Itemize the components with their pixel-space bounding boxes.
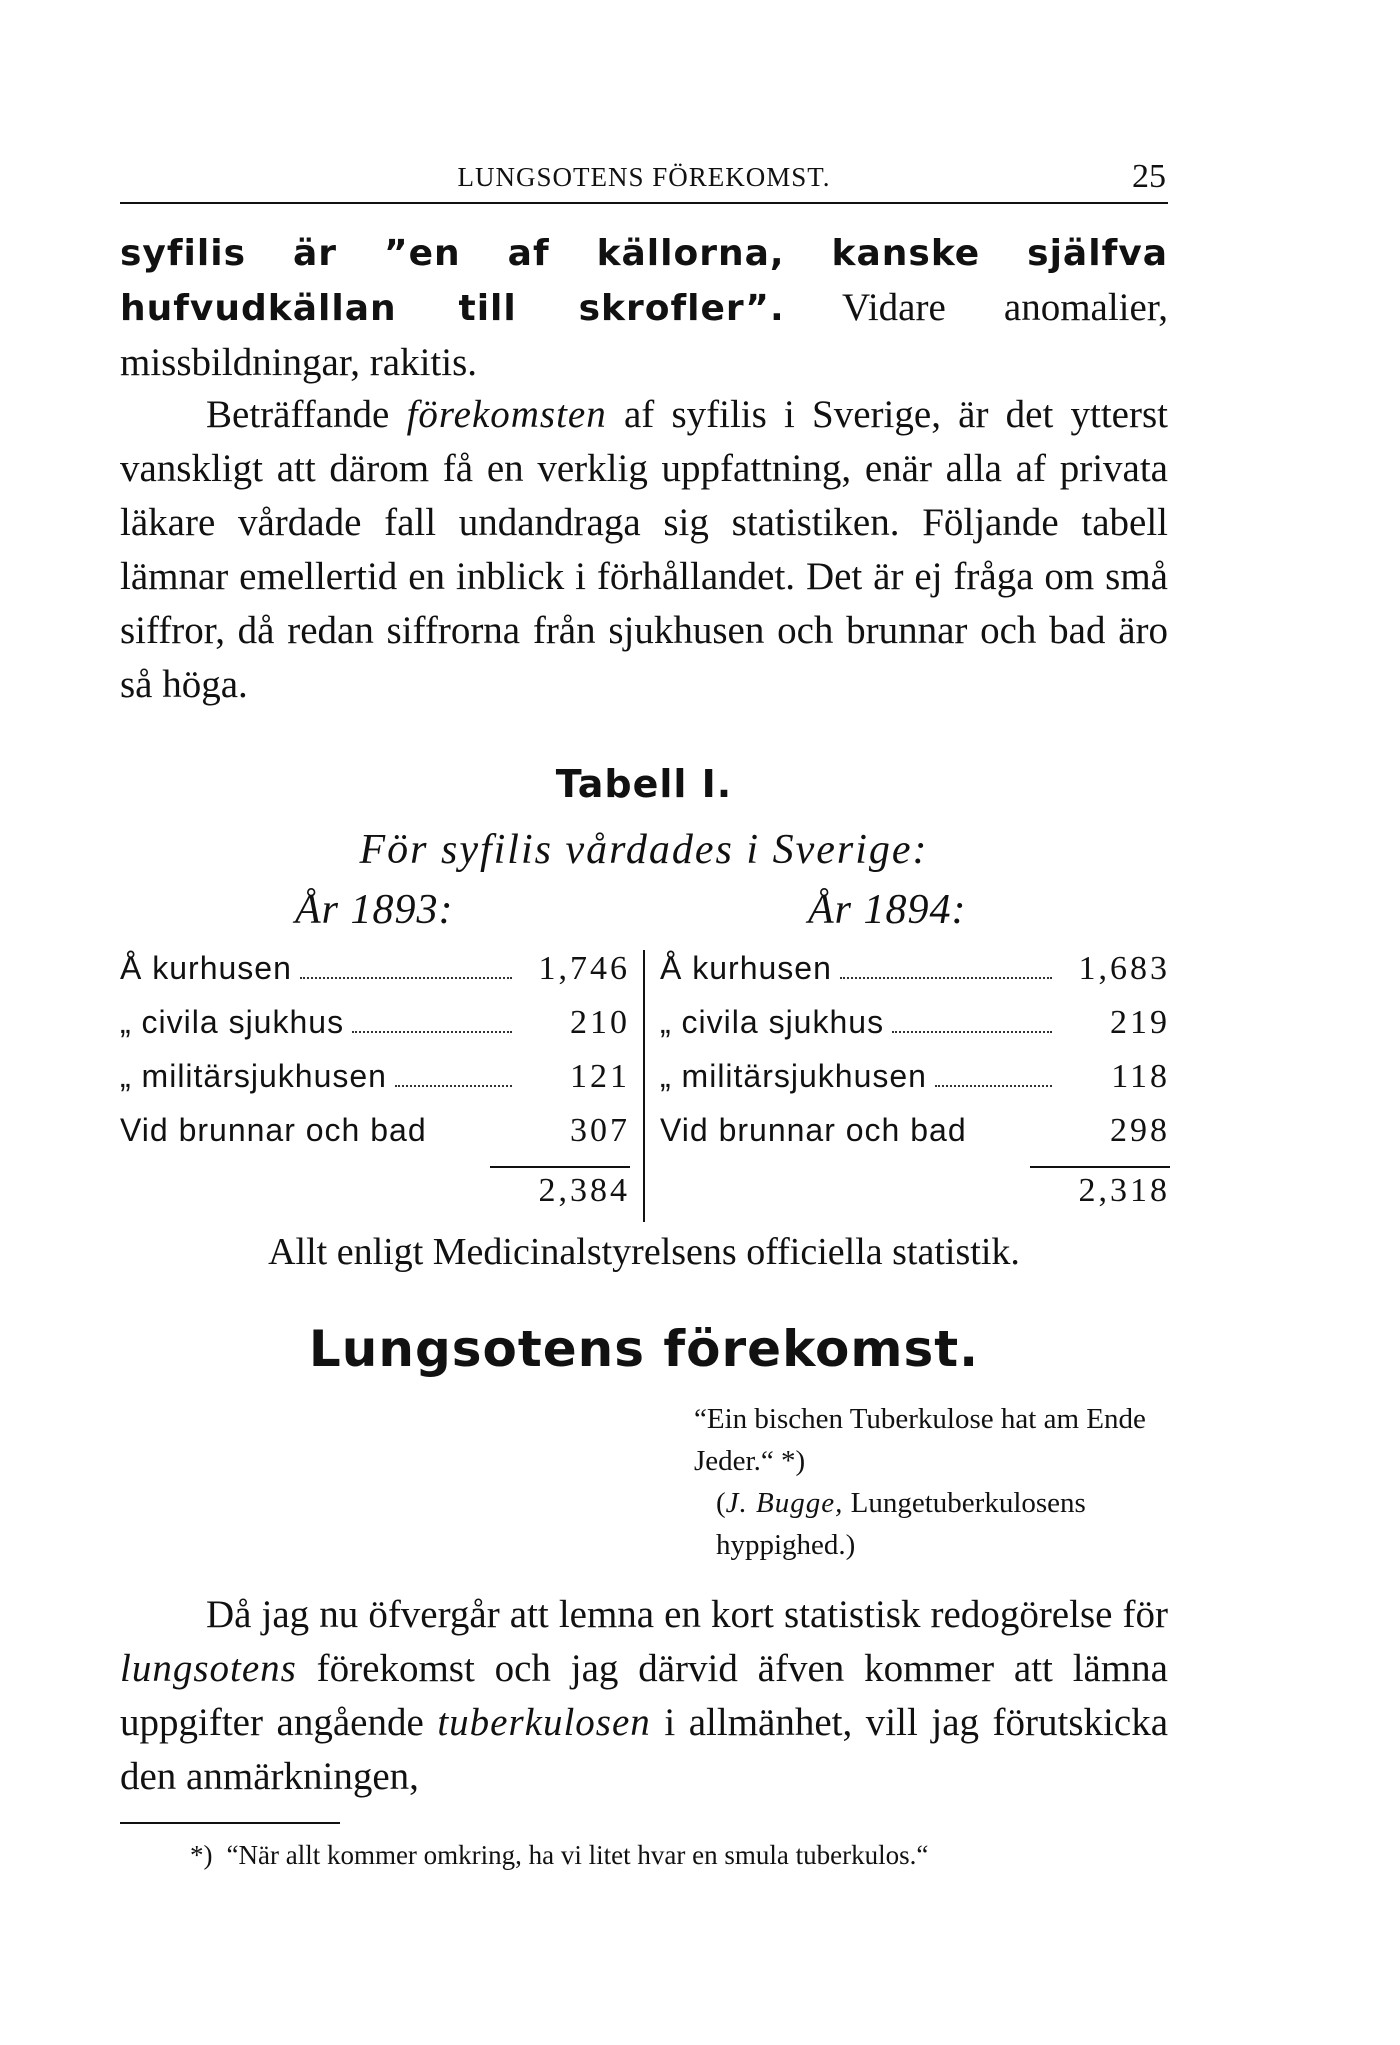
paragraph-1 bbox=[120, 226, 1168, 390]
row-label: „ civila sjukhus bbox=[120, 1004, 345, 1040]
epigraph-quote: “Ein bischen Tuberkulose hat am Ende Jeder.“ *) bbox=[694, 1403, 1146, 1477]
epigraph-source bbox=[694, 1482, 1164, 1566]
total-row bbox=[660, 1166, 1170, 1220]
total-value: 2,384 bbox=[538, 1172, 630, 1209]
table-row bbox=[660, 1112, 1170, 1166]
row-label: „ civila sjukhus bbox=[660, 1004, 885, 1040]
table-row bbox=[660, 950, 1170, 1004]
row-value: 219 bbox=[1110, 1004, 1170, 1041]
table-row bbox=[120, 950, 630, 1004]
running-head-title: LUNGSOTENS FÖREKOMST. bbox=[457, 162, 831, 192]
sum-rule bbox=[490, 1166, 630, 1168]
header-rule bbox=[120, 202, 1168, 204]
row-value: 298 bbox=[1110, 1112, 1170, 1149]
paragraph-3-tail: i allmänhet, vill jag förutskicka den anmärkningen, bbox=[120, 1701, 1169, 1798]
column-divider bbox=[643, 950, 645, 1222]
epigraph-paren: ( bbox=[716, 1487, 726, 1519]
dot-leader bbox=[840, 977, 1052, 979]
section-heading: Lungsotens förekomst. bbox=[308, 1320, 980, 1378]
table-subheading: För syfilis vårdades i Sverige: bbox=[359, 827, 929, 873]
dot-leader bbox=[395, 1085, 512, 1087]
stats-column-1893 bbox=[120, 950, 630, 1220]
paragraph-3-middle: förekomst och jag därvid äfven kommer att lämna uppgifter angående bbox=[120, 1647, 1168, 1744]
paragraph-2-text: af syfilis i Sverige, är det ytterst vanskligt att därom få en verklig uppfattning, enär alla af privata läkare vårdade fall undandraga sig statistiken. Följande tabell lämnar emellertid en inblick i förhållandet. Det är ej fråga om små siffror, då redan siffrorna från sjukhusen och brunnar och bad äro så höga. bbox=[120, 393, 1168, 706]
row-value: 307 bbox=[570, 1112, 630, 1149]
bold-quote: syfilis är ”en af källorna, kanske själfva hufvudkällan till skrofler”. bbox=[120, 233, 1168, 329]
paragraph-3-lead: Då jag nu öfvergår att lemna en kort statistisk redogörelse för bbox=[206, 1593, 1168, 1636]
row-value: 210 bbox=[570, 1004, 630, 1041]
dot-leader bbox=[300, 977, 512, 979]
epigraph-work: Lungetuberkulosens hyppighed.) bbox=[716, 1487, 1086, 1561]
table-source-note: Allt enligt Medicinalstyrelsens officiella statistik. bbox=[268, 1231, 1020, 1273]
row-label: Vid brunnar och bad bbox=[660, 1112, 967, 1148]
row-label: „ militärsjukhusen bbox=[120, 1058, 387, 1094]
table-row bbox=[120, 1004, 630, 1058]
table-row bbox=[120, 1112, 630, 1166]
row-label: „ militärsjukhusen bbox=[660, 1058, 927, 1094]
paragraph-1-text: Vidare anomalier, missbildningar, rakitis. bbox=[120, 286, 1168, 384]
dot-leader bbox=[352, 1031, 512, 1033]
total-row bbox=[120, 1166, 630, 1220]
row-value: 1,746 bbox=[538, 950, 630, 987]
stats-column-1894 bbox=[660, 950, 1170, 1220]
emphasis-lungsotens: lungsotens bbox=[120, 1647, 297, 1690]
row-value: 1,683 bbox=[1078, 950, 1170, 987]
footnote-text: “När allt kommer omkring, ha vi litet hvar en smula tuberkulos.“ bbox=[226, 1840, 929, 1870]
paragraph-2 bbox=[120, 388, 1168, 712]
total-value: 2,318 bbox=[1078, 1172, 1170, 1209]
epigraph bbox=[694, 1398, 1164, 1566]
row-value: 118 bbox=[1111, 1058, 1170, 1095]
row-value: 121 bbox=[570, 1058, 630, 1095]
running-head bbox=[120, 158, 1168, 200]
row-label: Å kurhusen bbox=[660, 950, 832, 986]
sum-rule bbox=[1030, 1166, 1170, 1168]
dot-leader bbox=[892, 1031, 1052, 1033]
year-label-1893: År 1893: bbox=[295, 887, 454, 933]
table-row bbox=[660, 1058, 1170, 1112]
year-label-1894: År 1894: bbox=[808, 887, 967, 933]
dot-leader bbox=[935, 1085, 1052, 1087]
page-number: 25 bbox=[1132, 158, 1166, 195]
emphasis-tuberkulosen: tuberkulosen bbox=[437, 1701, 651, 1744]
footnote-rule bbox=[120, 1822, 340, 1824]
row-label: Å kurhusen bbox=[120, 950, 292, 986]
row-label: Vid brunnar och bad bbox=[120, 1112, 427, 1148]
paragraph-3 bbox=[120, 1588, 1168, 1804]
emphasis-forekomsten: förekomsten bbox=[406, 393, 607, 436]
epigraph-author: J. Bugge, bbox=[725, 1487, 844, 1519]
table-row bbox=[120, 1058, 630, 1112]
footnote bbox=[190, 1840, 1170, 1871]
table-heading: Tabell I. bbox=[555, 762, 733, 806]
paragraph-2-lead: Beträffande bbox=[206, 393, 407, 436]
table-row bbox=[660, 1004, 1170, 1058]
footnote-mark: *) bbox=[190, 1840, 213, 1870]
